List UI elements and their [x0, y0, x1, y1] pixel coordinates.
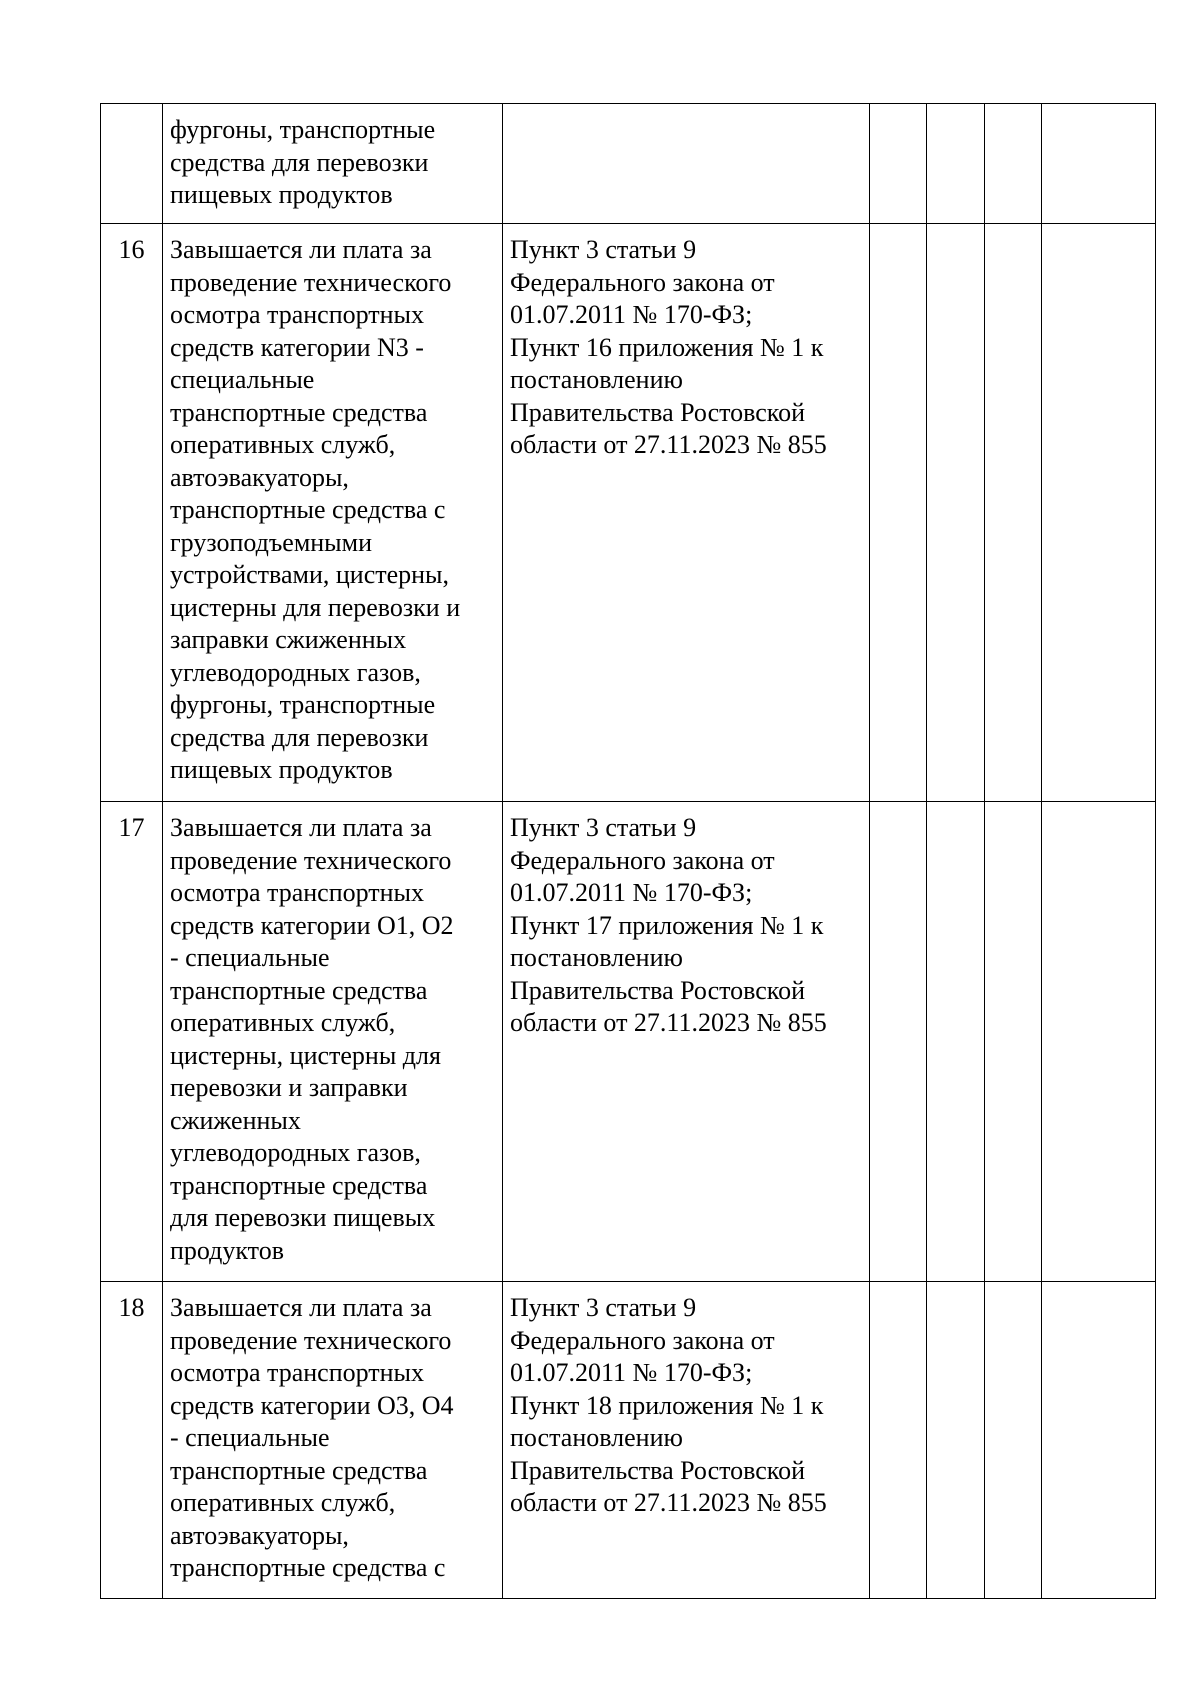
answer-yes-cell	[870, 1282, 927, 1599]
row-number-cell: 16	[101, 224, 163, 802]
reference-cell	[503, 104, 870, 224]
answer-na-cell	[985, 1282, 1042, 1599]
row-number-cell: 18	[101, 1282, 163, 1599]
answer-yes-cell	[870, 104, 927, 224]
note-cell	[1042, 104, 1156, 224]
table-row	[101, 224, 1156, 802]
question-cell: Завышается ли плата за проведение технического осмотра транспортных средств категории O1, O2 - специальные транспортные средства оперативных служб, цистерны, цистерны для перевозки и заправки сжиженных углеводородных газов, транспортные средства для перевозки пищевых продуктов	[163, 802, 503, 1282]
answer-na-cell	[985, 104, 1042, 224]
answer-no-cell	[927, 1282, 985, 1599]
reference-cell: Пункт 3 статьи 9 Федерального закона от 01.07.2011 № 170-ФЗ; Пункт 17 приложения № 1 к постановлению Правительства Ростовской области от 27.11.2023 № 855	[503, 802, 870, 1282]
reference-cell: Пункт 3 статьи 9 Федерального закона от 01.07.2011 № 170-ФЗ; Пункт 16 приложения № 1 к постановлению Правительства Ростовской области от 27.11.2023 № 855	[503, 224, 870, 802]
answer-no-cell	[927, 224, 985, 802]
note-cell	[1042, 802, 1156, 1282]
answer-na-cell	[985, 802, 1042, 1282]
question-cell: Завышается ли плата за проведение технического осмотра транспортных средств категории N3 - специальные транспортные средства оперативных служб, автоэвакуаторы, транспортные средства с грузоподъемными устройствами, цистерны, цистерны для перевозки и заправки сжиженных углеводородных газов, фургоны, транспортные средства для перевозки пищевых продуктов	[163, 224, 503, 802]
checklist-table	[100, 103, 1156, 1599]
note-cell	[1042, 1282, 1156, 1599]
answer-na-cell	[985, 224, 1042, 802]
row-number-cell	[101, 104, 163, 224]
table-row	[101, 1282, 1156, 1599]
note-cell	[1042, 224, 1156, 802]
answer-yes-cell	[870, 802, 927, 1282]
row-number-cell: 17	[101, 802, 163, 1282]
reference-cell: Пункт 3 статьи 9 Федерального закона от 01.07.2011 № 170-ФЗ; Пункт 18 приложения № 1 к постановлению Правительства Ростовской области от 27.11.2023 № 855	[503, 1282, 870, 1599]
question-cell: фургоны, транспортные средства для перевозки пищевых продуктов	[163, 104, 503, 224]
table-row	[101, 104, 1156, 224]
question-cell: Завышается ли плата за проведение технического осмотра транспортных средств категории O3, O4 - специальные транспортные средства оперативных служб, автоэвакуаторы, транспортные средства с	[163, 1282, 503, 1599]
table-row	[101, 802, 1156, 1282]
answer-yes-cell	[870, 224, 927, 802]
answer-no-cell	[927, 104, 985, 224]
answer-no-cell	[927, 802, 985, 1282]
